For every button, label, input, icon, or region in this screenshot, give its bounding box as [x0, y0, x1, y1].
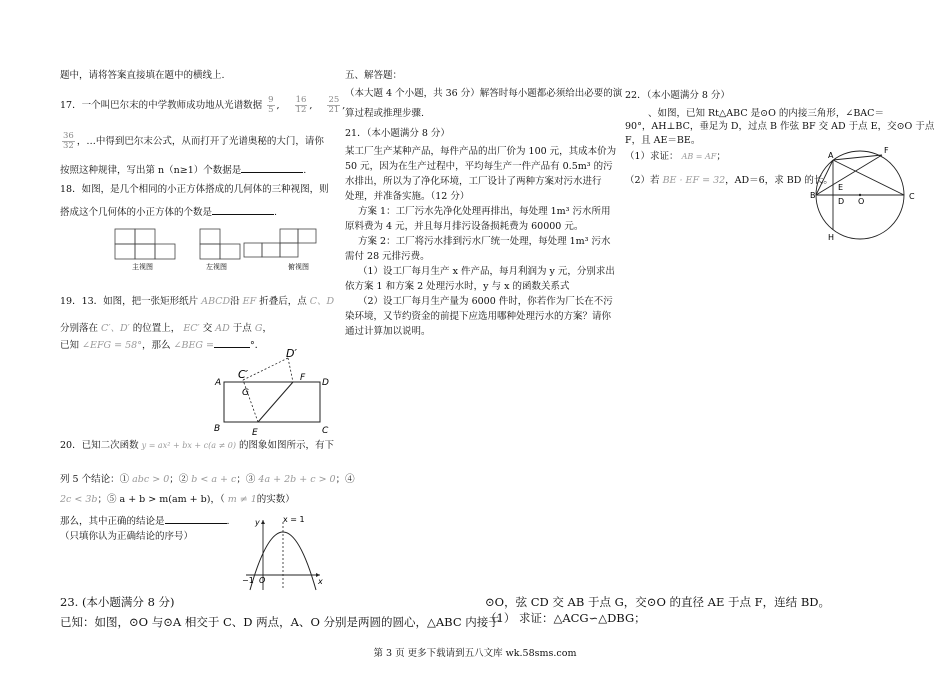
section-title: 五、解答题：: [345, 70, 403, 81]
q19-line2: 分别落在 C′、D′ 的位置上， EC′ 交 AD 于点 G，: [60, 323, 272, 334]
section-desc-1: （本大题 4 个小题，共 36 分）解答时每小题都必须给出必要的演: [345, 88, 623, 99]
minus-one-label: −1: [242, 576, 254, 585]
q20-conclusion-3: 4a + 2b + c > 0: [258, 474, 336, 485]
q20-line1: [60, 440, 334, 452]
q20-conclusion-4: 2c < 3b: [60, 494, 98, 505]
q19-text-3: 折叠后，点: [259, 296, 307, 307]
fig22-label-f: F: [884, 146, 889, 155]
q17-line1: 17．一个叫巴尔末的中学教师成功地从光谱数据 $\frac{9}{5}$ , $\frac{16}{12}$ , $\frac{25}{21}$ ,: [60, 95, 346, 115]
q20-text-5: ；③: [236, 474, 256, 485]
q21-p6: 原料费为 4 元，并且每月排污设备损耗费为 60000 元。: [345, 221, 584, 232]
q19-cd: C、D: [309, 296, 335, 307]
q19-line1: [60, 296, 334, 308]
q19-text-9: ，那么: [141, 340, 171, 351]
q18-line1: 18．如图，是几个相同的小正方体搭成的几何体的三种视图，则: [60, 184, 329, 195]
q19-text-6: 交: [202, 323, 213, 334]
q17-text: 17．一个叫巴尔末的中学教师成功地从光谱数据: [60, 100, 263, 111]
q20-text-8: 的实数）: [256, 494, 295, 505]
fig22-label-c: C: [909, 192, 915, 201]
q19-ad: AD: [215, 323, 230, 334]
q21-p7: 方案 2：工厂将污水排到污水厂统一处理，每处理 1m³ 污水: [358, 236, 611, 247]
q22-circle-figure: [808, 140, 923, 245]
q18-line2: 搭成这个几何体的小正方体的个数是 .: [60, 207, 278, 218]
fig19-label-e: E: [252, 428, 258, 435]
q20-text-7: ；⑤ a + b > m(am + b)，（: [97, 494, 225, 505]
q19-text-8: 已知: [60, 340, 80, 351]
q20-m-condition: m ≠ 1: [227, 494, 257, 505]
origin-label: O: [259, 576, 266, 585]
fig19-label-b: B: [214, 424, 221, 434]
fig22-label-b: B: [810, 191, 816, 200]
q17-text-3: 按照这种规律，写出第 n（n≥1）个数据是: [60, 165, 242, 176]
top-view-label: 俯视图: [288, 263, 309, 271]
fig22-label-o: O: [858, 197, 865, 206]
q21-p13: 通过计算加以说明。: [345, 326, 431, 337]
q22-title: 22．（本小题满分 8 分）: [625, 90, 730, 101]
fig19-label-a: A: [215, 378, 222, 388]
q17-line3: 按照这种规律，写出第 n（n≥1）个数据是 .: [60, 165, 307, 176]
q19-angle-beg: ∠BEG =: [173, 340, 214, 351]
q21-title: 21．（本小题满分 8 分）: [345, 128, 450, 139]
q18-answer-blank[interactable]: [212, 205, 274, 215]
q19-c1d1: C′、D′: [101, 323, 130, 334]
q20-answer-blank[interactable]: [165, 514, 227, 524]
fig19-label-c-prime: C′: [238, 368, 249, 381]
fig19-label-g: G: [242, 388, 249, 398]
section-desc-2: 算过程或推理步骤.: [345, 108, 425, 119]
front-view: [115, 229, 175, 259]
q20-parabola-graph: [238, 512, 328, 592]
q21-p11: （2）设工厂每月生产量为 6000 件时，你若作为厂长在不污: [358, 296, 613, 307]
q20-text-6: ；④: [335, 474, 355, 485]
q17-line2: [60, 132, 324, 151]
q19-g: G: [254, 323, 263, 334]
fig19-label-d-prime: D′: [286, 347, 297, 360]
fig19-label-d: D: [322, 378, 329, 388]
q17-answer-blank[interactable]: [241, 163, 303, 173]
q22-p5-end: ，AD＝6，求 BD 的长。: [725, 175, 833, 186]
q22-p1: 、如图，已知 Rt△ABC 是⊙O 的内接三角形，∠BAC＝: [648, 108, 884, 119]
side-view-label: 左视图: [206, 263, 227, 271]
q22-p5: [625, 175, 833, 187]
q20-line4: 那么，其中正确的结论是 .: [60, 516, 230, 527]
x-axis-label: x: [318, 577, 323, 586]
fig19-label-c: C: [322, 426, 329, 435]
q17-frac-1: $\frac{9}{5}$: [268, 95, 274, 115]
q21-p9: （1）设工厂每月生产 x 件产品，每月利润为 y 元，分别求出: [358, 266, 615, 277]
q21-p5: 方案 1：工厂污水先净化处理再排出，每处理 1m³ 污水所用: [358, 206, 611, 217]
top-view: [244, 229, 316, 257]
q22-p2: 90°，AH⊥BC，垂足为 D，过点 B 作弦 BF 交 AD 于点 E，交⊙O 于点: [625, 121, 935, 132]
fig22-label-e: E: [838, 183, 844, 192]
q22-p4: [625, 151, 726, 163]
q21-p8: 需付 28 元排污费。: [345, 251, 430, 262]
q20-line5: （只填你认为正确结论的序号）: [60, 531, 194, 542]
q17-frac-2: $\frac{16}{12}$: [295, 95, 307, 115]
q20-conclusion-2: b < a + c: [191, 474, 237, 485]
q21-p3: 水排出，所以为了净化环境，工厂设计了两种方案对污水进行: [345, 176, 602, 187]
q20-text-3: 列 5 个结论：①: [60, 474, 130, 485]
page-footer: 第 3 页 更多下载请到五八文库 wk.58sms.com: [373, 648, 577, 659]
axis-of-symmetry-label: x = 1: [283, 515, 305, 524]
q20-function: y = ax² + bx + c(a ≠ 0): [141, 441, 237, 450]
intro-line: 题中，请将答案直接填在题中的横线上.: [60, 70, 225, 81]
q23-line2: ⊙O，弦 CD 交 AB 于点 G，交⊙O 的直径 AE 于点 F，连结 BD。: [485, 595, 830, 609]
q20-text-2: 的图象如图所示，有下: [239, 440, 335, 451]
fig19-label-f: F: [300, 373, 306, 383]
q20-text: 20．已知二次函数: [60, 440, 139, 451]
q23-title: 23. (本小题满分 8 分): [60, 595, 175, 609]
q19-text: 19．13．如图，把一张矩形纸片: [60, 296, 199, 307]
q17-frac-4: $\frac{36}{32}$: [63, 131, 74, 151]
q22-p3: F，且 AE＝BE。: [625, 135, 701, 146]
q17-frac-3: $\frac{25}{21}$: [328, 95, 340, 115]
q19-text-10: °．: [249, 340, 265, 351]
front-view-label: 主视图: [132, 263, 153, 271]
q21-p1: 某工厂生产某种产品，每件产品的出厂价为 100 元，其成本价为: [345, 146, 617, 157]
q20-line2: [60, 474, 355, 486]
fig22-label-h: H: [828, 233, 835, 242]
q19-angle-efg: ∠EFG = 58°: [82, 340, 142, 351]
q20-line3: [60, 494, 295, 506]
y-axis-label: y: [255, 518, 260, 527]
q22-p4-end: ；: [716, 151, 726, 162]
q21-p10: 依方案 1 和方案 2 处理污水时，y 与 x 的函数关系式: [345, 281, 570, 292]
q22-p5-text: （2）若: [625, 175, 660, 186]
q19-ef: EF: [242, 296, 257, 307]
q21-p2: 50 元，因为在生产过程中，平均每生产一件产品有 0.5m³ 的污: [345, 161, 613, 172]
q20-text-4: ；②: [169, 474, 189, 485]
q18-text: 搭成这个几何体的小正方体的个数是: [60, 207, 213, 218]
side-view: [200, 229, 240, 259]
q22-be-ef: BE · EF = 32: [662, 175, 726, 186]
q23-part1: （1） 求证：△ACG∽△DBG；: [485, 611, 646, 625]
q21-p4: 处理，并准备实施。（12 分）: [345, 191, 470, 202]
q22-ab-af: AB = AF: [681, 152, 717, 161]
q17-text-2: ，…中得到巴尔末公式，从而打开了光谱奥秘的大门，请你: [76, 136, 324, 147]
q19-text-7: 于点: [232, 323, 252, 334]
q22-p4-text: （1）求证：: [625, 151, 679, 162]
q20-conclusion-1: abc > 0: [132, 474, 170, 485]
q19-text-4: 分别落在: [60, 323, 99, 334]
q21-p12: 染环境，又节约资金的前提下应选用哪种处理污水的方案？请你: [345, 311, 612, 322]
q23-line1: 已知：如图，⊙O 与⊙A 相交于 C、D 两点，A、O 分别是两圆的圆心，△ABC 内接于: [60, 615, 500, 629]
q20-text-9: 那么，其中正确的结论是: [60, 516, 165, 527]
q19-fold-figure: [210, 345, 340, 435]
q19-text-2: 沿: [230, 296, 240, 307]
q19-ec: EC′: [183, 323, 200, 334]
q19-text-5: 的位置上，: [132, 323, 181, 334]
fig22-label-a: A: [828, 151, 834, 160]
fig22-label-d: D: [838, 197, 845, 206]
q19-abcd: ABCD: [201, 296, 231, 307]
q18-three-views-figure: [110, 225, 340, 275]
